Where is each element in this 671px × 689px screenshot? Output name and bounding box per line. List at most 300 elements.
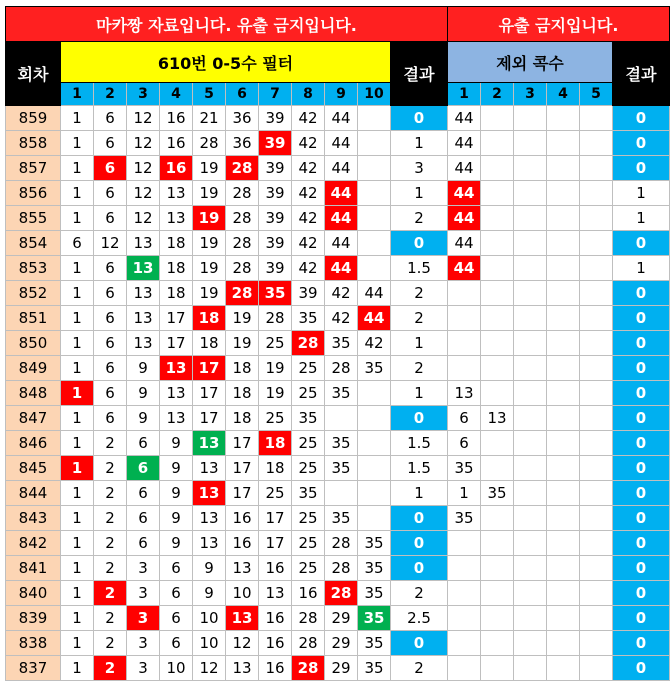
table-row <box>6 331 670 356</box>
filter-number-cell: 1 <box>61 481 94 506</box>
exclude-number-cell <box>547 381 580 406</box>
filter-number-cell: 12 <box>94 231 127 256</box>
round-cell: 837 <box>6 656 61 681</box>
exclude-number-cell <box>448 306 481 331</box>
filter-number-cell <box>358 406 391 431</box>
exclude-number-cell <box>481 281 514 306</box>
table-row <box>6 256 670 281</box>
filter-number-cell: 36 <box>226 106 259 131</box>
result-cell-2: 0 <box>613 381 670 406</box>
exclude-number-cell: 6 <box>448 406 481 431</box>
filter-number-cell: 17 <box>259 531 292 556</box>
filter-number-cell: 44 <box>325 231 358 256</box>
exclude-number-cell <box>547 606 580 631</box>
filter-number-cell: 25 <box>292 456 325 481</box>
filter-number-cell: 28 <box>325 356 358 381</box>
result-cell-2: 0 <box>613 581 670 606</box>
filter-number-cell: 12 <box>226 631 259 656</box>
filter-number-cell: 19 <box>193 181 226 206</box>
exclude-number-cell <box>481 106 514 131</box>
round-cell: 851 <box>6 306 61 331</box>
round-cell: 858 <box>6 131 61 156</box>
filter-number-cell: 9 <box>127 356 160 381</box>
exclude-number-cell <box>547 356 580 381</box>
filter-number-cell: 1 <box>61 281 94 306</box>
filter-number-cell: 28 <box>325 531 358 556</box>
result-cell-2: 0 <box>613 281 670 306</box>
filter-number-cell: 18 <box>160 281 193 306</box>
filter-number-cell: 9 <box>160 431 193 456</box>
filter-number-cell: 28 <box>292 606 325 631</box>
filter-number-cell: 29 <box>325 631 358 656</box>
filter-number-cell: 36 <box>226 131 259 156</box>
exclude-number-cell <box>481 531 514 556</box>
exclude-number-cell <box>580 456 613 481</box>
filter-number-cell: 1 <box>61 656 94 681</box>
filter-number-cell: 39 <box>259 131 292 156</box>
exclude-number-cell <box>514 106 547 131</box>
result-cell: 0 <box>391 231 448 256</box>
exclude-number-cell <box>448 356 481 381</box>
filter-number-cell: 28 <box>292 631 325 656</box>
filter-number-cell <box>358 131 391 156</box>
filter-number-cell: 9 <box>160 456 193 481</box>
result-cell-2: 0 <box>613 556 670 581</box>
exclude-number-cell: 44 <box>448 231 481 256</box>
exclude-number-cell: 1 <box>448 481 481 506</box>
filter-number-cell: 28 <box>193 131 226 156</box>
filter-number-cell: 13 <box>160 356 193 381</box>
exclude-number-cell <box>481 456 514 481</box>
filter-number-cell: 6 <box>127 506 160 531</box>
filter-col-header: 8 <box>292 83 325 106</box>
exclude-header: 제외 콕수 <box>448 42 613 83</box>
filter-number-cell: 13 <box>193 456 226 481</box>
filter-number-cell: 35 <box>292 406 325 431</box>
exclude-number-cell <box>481 181 514 206</box>
filter-number-cell: 16 <box>160 156 193 181</box>
filter-number-cell: 25 <box>259 481 292 506</box>
filter-number-cell <box>358 381 391 406</box>
filter-number-cell: 2 <box>94 656 127 681</box>
result-cell: 1 <box>391 381 448 406</box>
exclude-number-cell <box>580 431 613 456</box>
filter-number-cell: 42 <box>292 131 325 156</box>
filter-number-cell: 9 <box>193 556 226 581</box>
result-cell: 1 <box>391 331 448 356</box>
filter-number-cell: 25 <box>259 406 292 431</box>
exclude-number-cell <box>514 631 547 656</box>
result-cell: 2 <box>391 356 448 381</box>
filter-number-cell: 2 <box>94 456 127 481</box>
filter-number-cell: 2 <box>94 581 127 606</box>
filter-number-cell: 25 <box>292 431 325 456</box>
exclude-number-cell <box>514 531 547 556</box>
filter-number-cell: 35 <box>325 381 358 406</box>
round-cell: 838 <box>6 631 61 656</box>
exclude-number-cell <box>514 556 547 581</box>
filter-number-cell: 1 <box>61 456 94 481</box>
round-cell: 849 <box>6 356 61 381</box>
result-header-2: 결과 <box>613 42 670 106</box>
filter-col-header: 3 <box>127 83 160 106</box>
table-row <box>6 281 670 306</box>
result-cell: 0 <box>391 631 448 656</box>
exclude-number-cell <box>547 531 580 556</box>
filter-number-cell: 13 <box>193 506 226 531</box>
exclude-number-cell <box>481 656 514 681</box>
filter-number-cell: 35 <box>325 331 358 356</box>
filter-number-cell: 6 <box>94 156 127 181</box>
filter-number-cell: 17 <box>193 381 226 406</box>
filter-number-cell: 13 <box>160 206 193 231</box>
table-row <box>6 181 670 206</box>
exclude-number-cell: 35 <box>481 481 514 506</box>
filter-number-cell: 1 <box>61 156 94 181</box>
result-cell: 1 <box>391 131 448 156</box>
filter-number-cell: 35 <box>325 506 358 531</box>
filter-number-cell: 17 <box>193 406 226 431</box>
filter-number-cell: 17 <box>193 356 226 381</box>
result-cell-2: 0 <box>613 306 670 331</box>
filter-number-cell: 13 <box>127 331 160 356</box>
filter-number-cell: 12 <box>127 131 160 156</box>
result-cell-2: 0 <box>613 131 670 156</box>
exclude-number-cell: 44 <box>448 106 481 131</box>
filter-number-cell: 28 <box>226 156 259 181</box>
filter-number-cell: 42 <box>292 256 325 281</box>
table-row <box>6 306 670 331</box>
filter-number-cell: 9 <box>193 581 226 606</box>
exclude-number-cell <box>580 281 613 306</box>
filter-col-header: 6 <box>226 83 259 106</box>
filter-number-cell: 6 <box>160 606 193 631</box>
exclude-number-cell <box>580 481 613 506</box>
result-cell: 2.5 <box>391 606 448 631</box>
filter-number-cell: 2 <box>94 431 127 456</box>
exclude-number-cell <box>514 656 547 681</box>
filter-number-cell: 3 <box>127 656 160 681</box>
filter-number-cell: 28 <box>292 331 325 356</box>
filter-header: 610번 0-5수 필터 <box>61 42 391 83</box>
exclude-number-cell: 44 <box>448 156 481 181</box>
exclude-number-cell <box>547 231 580 256</box>
round-cell: 848 <box>6 381 61 406</box>
filter-number-cell: 6 <box>94 356 127 381</box>
filter-number-cell: 13 <box>226 656 259 681</box>
exclude-number-cell <box>481 631 514 656</box>
filter-number-cell: 39 <box>259 106 292 131</box>
title-main: 마카짱 자료입니다. 유출 금지입니다. <box>6 7 448 42</box>
exclude-number-cell <box>547 481 580 506</box>
filter-number-cell: 1 <box>61 406 94 431</box>
filter-col-header: 9 <box>325 83 358 106</box>
filter-number-cell: 42 <box>325 306 358 331</box>
exclude-number-cell: 44 <box>448 131 481 156</box>
filter-number-cell: 39 <box>292 281 325 306</box>
filter-col-header: 10 <box>358 83 391 106</box>
filter-number-cell: 18 <box>259 431 292 456</box>
result-cell: 2 <box>391 206 448 231</box>
exclude-number-cell <box>580 306 613 331</box>
result-cell: 3 <box>391 156 448 181</box>
filter-number-cell: 13 <box>127 256 160 281</box>
result-cell: 1.5 <box>391 431 448 456</box>
filter-number-cell: 6 <box>94 131 127 156</box>
filter-number-cell: 35 <box>358 656 391 681</box>
filter-number-cell: 1 <box>61 581 94 606</box>
table-row <box>6 506 670 531</box>
filter-number-cell: 6 <box>61 231 94 256</box>
filter-number-cell: 2 <box>94 506 127 531</box>
result-cell: 2 <box>391 281 448 306</box>
table-row <box>6 456 670 481</box>
filter-number-cell: 6 <box>94 381 127 406</box>
filter-number-cell: 35 <box>325 431 358 456</box>
exclude-number-cell <box>514 306 547 331</box>
filter-number-cell: 6 <box>160 581 193 606</box>
filter-number-cell: 35 <box>358 581 391 606</box>
table-row <box>6 206 670 231</box>
filter-number-cell: 28 <box>226 281 259 306</box>
exclude-number-cell <box>580 656 613 681</box>
result-cell: 0 <box>391 506 448 531</box>
filter-number-cell: 3 <box>127 581 160 606</box>
result-cell-2: 0 <box>613 156 670 181</box>
filter-number-cell: 17 <box>160 331 193 356</box>
filter-number-cell: 35 <box>358 356 391 381</box>
filter-number-cell: 6 <box>94 281 127 306</box>
exclude-number-cell <box>481 356 514 381</box>
filter-number-cell: 29 <box>325 656 358 681</box>
filter-number-cell: 42 <box>292 181 325 206</box>
round-cell: 859 <box>6 106 61 131</box>
filter-number-cell: 18 <box>160 231 193 256</box>
filter-number-cell: 12 <box>127 156 160 181</box>
filter-number-cell: 25 <box>259 331 292 356</box>
filter-number-cell: 17 <box>259 506 292 531</box>
exclude-number-cell <box>448 556 481 581</box>
filter-number-cell: 1 <box>61 631 94 656</box>
exclude-number-cell: 44 <box>448 206 481 231</box>
filter-number-cell: 44 <box>358 281 391 306</box>
table-row <box>6 406 670 431</box>
exclude-number-cell <box>547 181 580 206</box>
filter-number-cell: 6 <box>127 456 160 481</box>
filter-number-cell: 17 <box>160 306 193 331</box>
filter-number-cell: 35 <box>358 606 391 631</box>
result-cell-2: 0 <box>613 406 670 431</box>
filter-number-cell: 19 <box>193 156 226 181</box>
result-cell-2: 1 <box>613 206 670 231</box>
filter-number-cell: 10 <box>193 606 226 631</box>
filter-number-cell: 18 <box>193 331 226 356</box>
result-cell: 2 <box>391 656 448 681</box>
filter-number-cell: 44 <box>325 131 358 156</box>
filter-number-cell: 13 <box>160 406 193 431</box>
exclude-number-cell <box>448 606 481 631</box>
filter-number-cell: 18 <box>226 406 259 431</box>
filter-number-cell <box>325 406 358 431</box>
exclude-number-cell <box>481 256 514 281</box>
exclude-number-cell <box>481 506 514 531</box>
exclude-number-cell <box>514 606 547 631</box>
exclude-number-cell <box>547 581 580 606</box>
table-row <box>6 656 670 681</box>
filter-number-cell: 2 <box>94 631 127 656</box>
round-cell: 854 <box>6 231 61 256</box>
exclude-number-cell <box>580 531 613 556</box>
result-cell: 0 <box>391 106 448 131</box>
round-cell: 841 <box>6 556 61 581</box>
table-row <box>6 231 670 256</box>
round-cell: 843 <box>6 506 61 531</box>
exclude-number-cell <box>580 331 613 356</box>
result-cell: 1.5 <box>391 456 448 481</box>
filter-number-cell: 1 <box>61 556 94 581</box>
filter-number-cell: 44 <box>325 156 358 181</box>
exclude-number-cell <box>448 281 481 306</box>
filter-number-cell: 39 <box>259 256 292 281</box>
exclude-number-cell: 13 <box>448 381 481 406</box>
table-row <box>6 156 670 181</box>
filter-number-cell: 16 <box>160 131 193 156</box>
title-side: 유출 금지입니다. <box>448 7 670 42</box>
filter-number-cell: 28 <box>226 181 259 206</box>
filter-number-cell: 19 <box>226 331 259 356</box>
filter-number-cell: 6 <box>127 531 160 556</box>
filter-number-cell: 19 <box>193 231 226 256</box>
round-cell: 853 <box>6 256 61 281</box>
filter-number-cell: 35 <box>292 481 325 506</box>
table-row <box>6 556 670 581</box>
filter-number-cell: 19 <box>193 206 226 231</box>
result-cell-2: 0 <box>613 656 670 681</box>
exclude-number-cell <box>481 231 514 256</box>
lotto-filter-table <box>5 6 670 681</box>
result-cell-2: 1 <box>613 181 670 206</box>
filter-number-cell <box>358 506 391 531</box>
filter-number-cell: 1 <box>61 531 94 556</box>
filter-number-cell: 35 <box>358 556 391 581</box>
filter-number-cell: 28 <box>226 206 259 231</box>
filter-number-cell: 18 <box>259 456 292 481</box>
filter-number-cell: 44 <box>325 256 358 281</box>
filter-number-cell: 16 <box>160 106 193 131</box>
filter-number-cell: 17 <box>226 431 259 456</box>
round-cell: 844 <box>6 481 61 506</box>
filter-number-cell: 1 <box>61 356 94 381</box>
exclude-number-cell <box>514 581 547 606</box>
exclude-number-cell <box>580 581 613 606</box>
result-cell-2: 0 <box>613 231 670 256</box>
exclude-number-cell <box>547 206 580 231</box>
exclude-number-cell <box>547 406 580 431</box>
filter-number-cell: 35 <box>259 281 292 306</box>
filter-col-header: 2 <box>94 83 127 106</box>
filter-number-cell: 6 <box>94 206 127 231</box>
exclude-number-cell <box>547 331 580 356</box>
exclude-number-cell <box>514 181 547 206</box>
result-cell-2: 0 <box>613 331 670 356</box>
filter-number-cell: 35 <box>358 631 391 656</box>
filter-number-cell: 1 <box>61 206 94 231</box>
exclude-number-cell: 35 <box>448 456 481 481</box>
exclude-number-cell <box>547 631 580 656</box>
filter-number-cell: 17 <box>226 456 259 481</box>
filter-number-cell: 21 <box>193 106 226 131</box>
exclude-number-cell <box>580 181 613 206</box>
filter-number-cell: 6 <box>94 406 127 431</box>
filter-number-cell: 1 <box>61 106 94 131</box>
filter-number-cell: 13 <box>127 306 160 331</box>
filter-number-cell: 6 <box>94 181 127 206</box>
filter-number-cell: 1 <box>61 381 94 406</box>
exclude-col-header: 1 <box>448 83 481 106</box>
result-cell: 0 <box>391 406 448 431</box>
filter-number-cell: 10 <box>193 631 226 656</box>
filter-number-cell: 2 <box>94 606 127 631</box>
exclude-number-cell <box>580 506 613 531</box>
filter-number-cell <box>358 256 391 281</box>
exclude-number-cell <box>481 206 514 231</box>
filter-number-cell: 12 <box>127 106 160 131</box>
filter-number-cell: 6 <box>127 431 160 456</box>
filter-number-cell: 42 <box>325 281 358 306</box>
filter-number-cell: 12 <box>127 206 160 231</box>
filter-number-cell: 16 <box>259 556 292 581</box>
result-cell: 0 <box>391 531 448 556</box>
filter-number-cell <box>358 231 391 256</box>
filter-number-cell: 16 <box>292 581 325 606</box>
filter-number-cell: 44 <box>325 106 358 131</box>
filter-number-cell: 44 <box>325 181 358 206</box>
filter-number-cell: 42 <box>292 156 325 181</box>
filter-number-cell: 9 <box>160 481 193 506</box>
filter-number-cell: 25 <box>292 531 325 556</box>
filter-number-cell: 29 <box>325 606 358 631</box>
filter-number-cell: 28 <box>325 581 358 606</box>
exclude-number-cell <box>547 131 580 156</box>
exclude-col-header: 3 <box>514 83 547 106</box>
exclude-number-cell <box>448 656 481 681</box>
filter-number-cell <box>325 481 358 506</box>
filter-number-cell: 3 <box>127 631 160 656</box>
exclude-number-cell <box>448 581 481 606</box>
filter-number-cell: 28 <box>325 556 358 581</box>
exclude-number-cell <box>514 231 547 256</box>
filter-number-cell: 16 <box>226 506 259 531</box>
filter-number-cell: 19 <box>193 281 226 306</box>
exclude-number-cell <box>448 631 481 656</box>
filter-number-cell: 13 <box>127 281 160 306</box>
filter-number-cell: 28 <box>226 231 259 256</box>
filter-number-cell: 25 <box>292 381 325 406</box>
exclude-number-cell <box>580 606 613 631</box>
filter-number-cell: 13 <box>160 381 193 406</box>
exclude-number-cell <box>514 506 547 531</box>
filter-number-cell: 9 <box>160 531 193 556</box>
filter-number-cell: 2 <box>94 531 127 556</box>
filter-number-cell: 13 <box>193 481 226 506</box>
exclude-number-cell <box>514 206 547 231</box>
result-cell-2: 0 <box>613 506 670 531</box>
table-row <box>6 381 670 406</box>
filter-number-cell: 1 <box>61 431 94 456</box>
filter-number-cell: 1 <box>61 181 94 206</box>
exclude-number-cell <box>580 131 613 156</box>
exclude-number-cell <box>580 106 613 131</box>
